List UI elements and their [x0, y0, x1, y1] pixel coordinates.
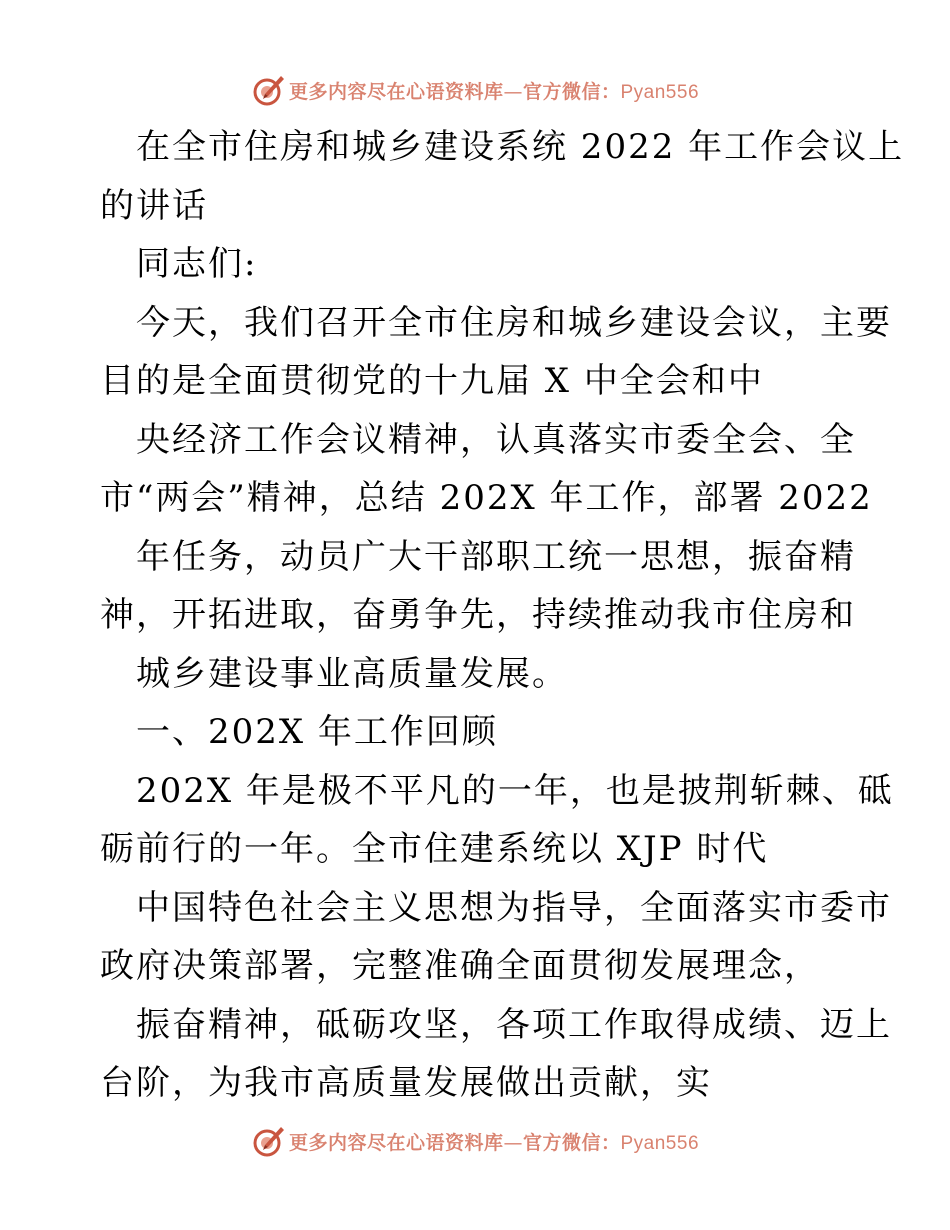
text-line: 城乡建设事业高质量发展。	[136, 653, 568, 694]
text-line: 神，开拓进取，奋勇争先，持续推动我市住房和	[100, 595, 856, 635]
text-line: 台阶，为我市高质量发展做出贡献，实	[100, 1063, 712, 1103]
watermark-banner-bottom	[0, 1121, 950, 1161]
text-line: 振奋精神，砥砺攻坚，各项工作取得成绩、迈上	[136, 1004, 892, 1045]
quill-pen-seal-icon	[251, 1123, 287, 1159]
watermark-main: 更多内容尽在心语资料库	[288, 1131, 504, 1154]
text-line: 市“两会”精神，总结 202X 年工作，部署 2022	[100, 478, 873, 518]
watermark-separator: —	[503, 80, 523, 103]
watermark-text	[289, 1128, 699, 1155]
text-line: 202X 年是极不平凡的一年，也是披荆斩棘、砥	[136, 770, 894, 811]
watermark-suffix: 官方微信：	[522, 1131, 621, 1154]
text-line: 今天，我们召开全市住房和城乡建设会议，主要	[136, 302, 892, 343]
document-body	[100, 118, 905, 1113]
text-line: 政府决策部署，完整准确全面贯彻发展理念，	[100, 946, 820, 986]
watermark-account: Pyan556	[620, 81, 700, 103]
text-line: 中国特色社会主义思想为指导，全面落实市委市	[136, 887, 892, 928]
text-line: 一、202X 年工作回顾	[136, 712, 498, 752]
text-line: 砺前行的一年。全市住建系统以 XJP 时代	[100, 829, 769, 869]
watermark-suffix: 官方微信：	[522, 80, 621, 103]
text-line: 的讲话	[100, 185, 208, 226]
watermark-banner-top	[0, 70, 950, 110]
text-line: 同志们:	[136, 244, 258, 284]
watermark-text	[289, 77, 699, 104]
text-line: 年任务，动员广大干部职工统一思想，振奋精	[136, 536, 856, 577]
quill-pen-seal-icon	[251, 72, 287, 108]
text-line: 在全市住房和城乡建设系统 2022 年工作会议上	[136, 127, 905, 167]
text-line: 目的是全面贯彻党的十九届 X 中全会和中	[100, 361, 764, 401]
text-line: 央经济工作会议精神，认真落实市委全会、全	[136, 419, 856, 460]
watermark-main: 更多内容尽在心语资料库	[288, 80, 504, 103]
watermark-separator: —	[503, 1131, 523, 1154]
watermark-account: Pyan556	[620, 1132, 700, 1154]
